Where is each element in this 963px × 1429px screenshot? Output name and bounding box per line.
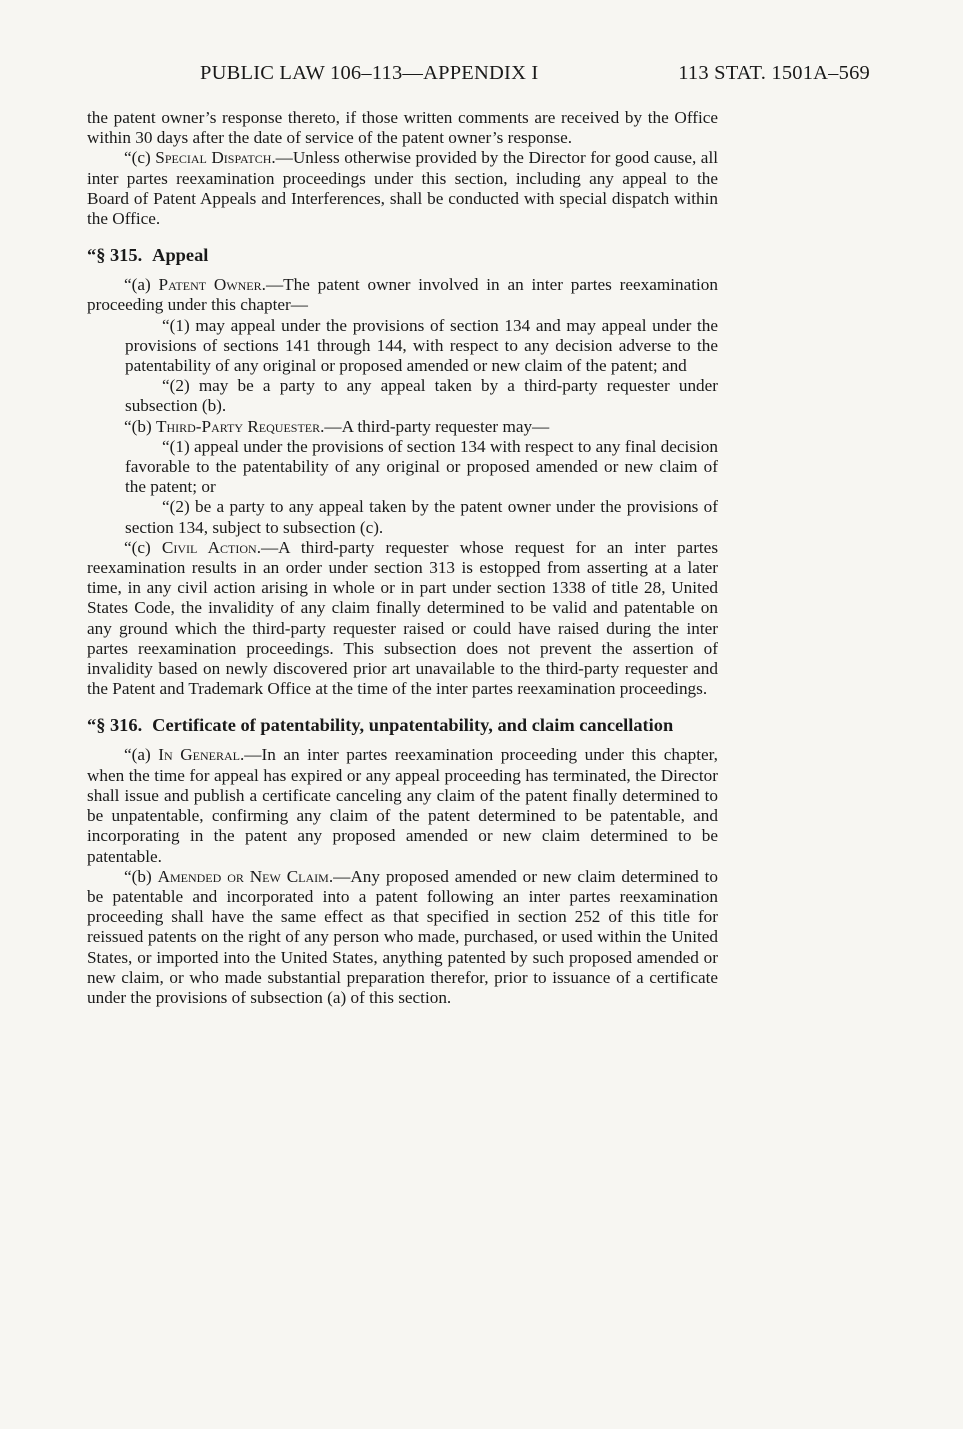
subsection-heading: Patent Owner [158, 275, 262, 295]
subsection-c-civil-action: “(c) Civil Action.—A third-party requester whose request for an inter partes reexamination results in an order under section 313 is estopped from asserting at a later time, in any civil action arising in whole or in part under section 1338 of title 28, United States Code, the invalidity of any claim finally determined to be valid and patentable on any ground which the third-party requester raised or could have raised during the inter partes reexamination proceedings. This subsection does not prevent the assertion of invalidity based on newly discovered prior art unavailable to the third-party requester and the Patent and Trademark Office at the time of the inter partes reexamination proceedings. [87, 537, 719, 699]
subsection-heading: Civil Action [161, 537, 257, 557]
section-title: Appeal [152, 245, 209, 266]
paragraph-continuation: the patent owner’s response thereto, if those written comments are received by the Office within 30 days after the date of service of the patent owner’s response. [87, 108, 718, 148]
section-number: “§ 316. [87, 715, 143, 736]
running-head-right: 113 STAT. 1501A–569 [678, 62, 870, 84]
subsection-c-special-dispatch: “(c) Special Dispatch.—Unless otherwise provided by the Director for good cause, all inter partes reexamination proceedings under this section, including any appeal to the Board of Patent Appeals and Interferences, shall be conducted with special dispatch within the Office. [87, 148, 718, 229]
subsection-b-third-party-requester: “(b) Third-Party Requester.—A third-party requester may— [124, 416, 550, 436]
paragraph-a-1: “(1) may appeal under the provisions of section 134 and may appeal under the provisions of sections 141 through 144, with respect to any decision adverse to the patentability of any original or proposed amended or new claim of the patent; and [125, 315, 718, 376]
subsection-a-in-general: “(a) In General.—In an inter partes reexamination proceeding under this chapter, when the time for appeal has expired or any appeal proceeding has terminated, the Director shall issue and publish a certificate canceling any claim of the patent finally determined to be unpatentable, confirming any claim of the patent determined to be patentable, and incorporating in the patent any proposed amended or new claim determined to be patentable. [87, 745, 718, 866]
section-315-heading [87, 245, 718, 265]
paragraph-b-2: “(2) be a party to any appeal taken by the patent owner under the provisions of section 134, subject to subsection (c). [125, 497, 718, 537]
page-body [87, 108, 718, 1008]
subsection-heading: In General [158, 745, 240, 765]
subsection-a-patent-owner: “(a) Patent Owner.—The patent owner involved in an inter partes reexamination proceeding under this chapter— [87, 275, 718, 315]
paragraph-a-2: “(2) may be a party to any appeal taken by a third-party requester under subsection (b). [125, 376, 718, 416]
subsection-heading: Amended or New Claim [157, 866, 329, 886]
running-head-left: PUBLIC LAW 106–113—APPENDIX I [200, 62, 539, 84]
section-number: “§ 315. [87, 245, 143, 266]
subsection-heading: Special Dispatch [155, 148, 272, 168]
subsection-heading: Third-Party Requester [155, 416, 321, 436]
section-316-heading [87, 715, 718, 735]
section-title: Certificate of patentability, unpatentability, and claim cancellation [152, 715, 674, 736]
running-head [200, 62, 870, 85]
paragraph-b-1: “(1) appeal under the provisions of section 134 with respect to any final decision favorable to the patentability of any original or proposed amended or new claim of the patent; or [125, 436, 718, 497]
subsection-b-amended-or-new-claim: “(b) Amended or New Claim.—Any proposed amended or new claim determined to be patentable and incorporated into a patent following an inter partes reexamination proceeding shall have the same effect as that specified in section 252 of this title for reissued patents on the right of any person who made, purchased, or used within the United States, or imported into the United States, anything patented by such proposed amended or new claim, or who made substantial preparation therefor, prior to issuance of a certificate under the provisions of subsection (a) of this section. [87, 866, 718, 1007]
